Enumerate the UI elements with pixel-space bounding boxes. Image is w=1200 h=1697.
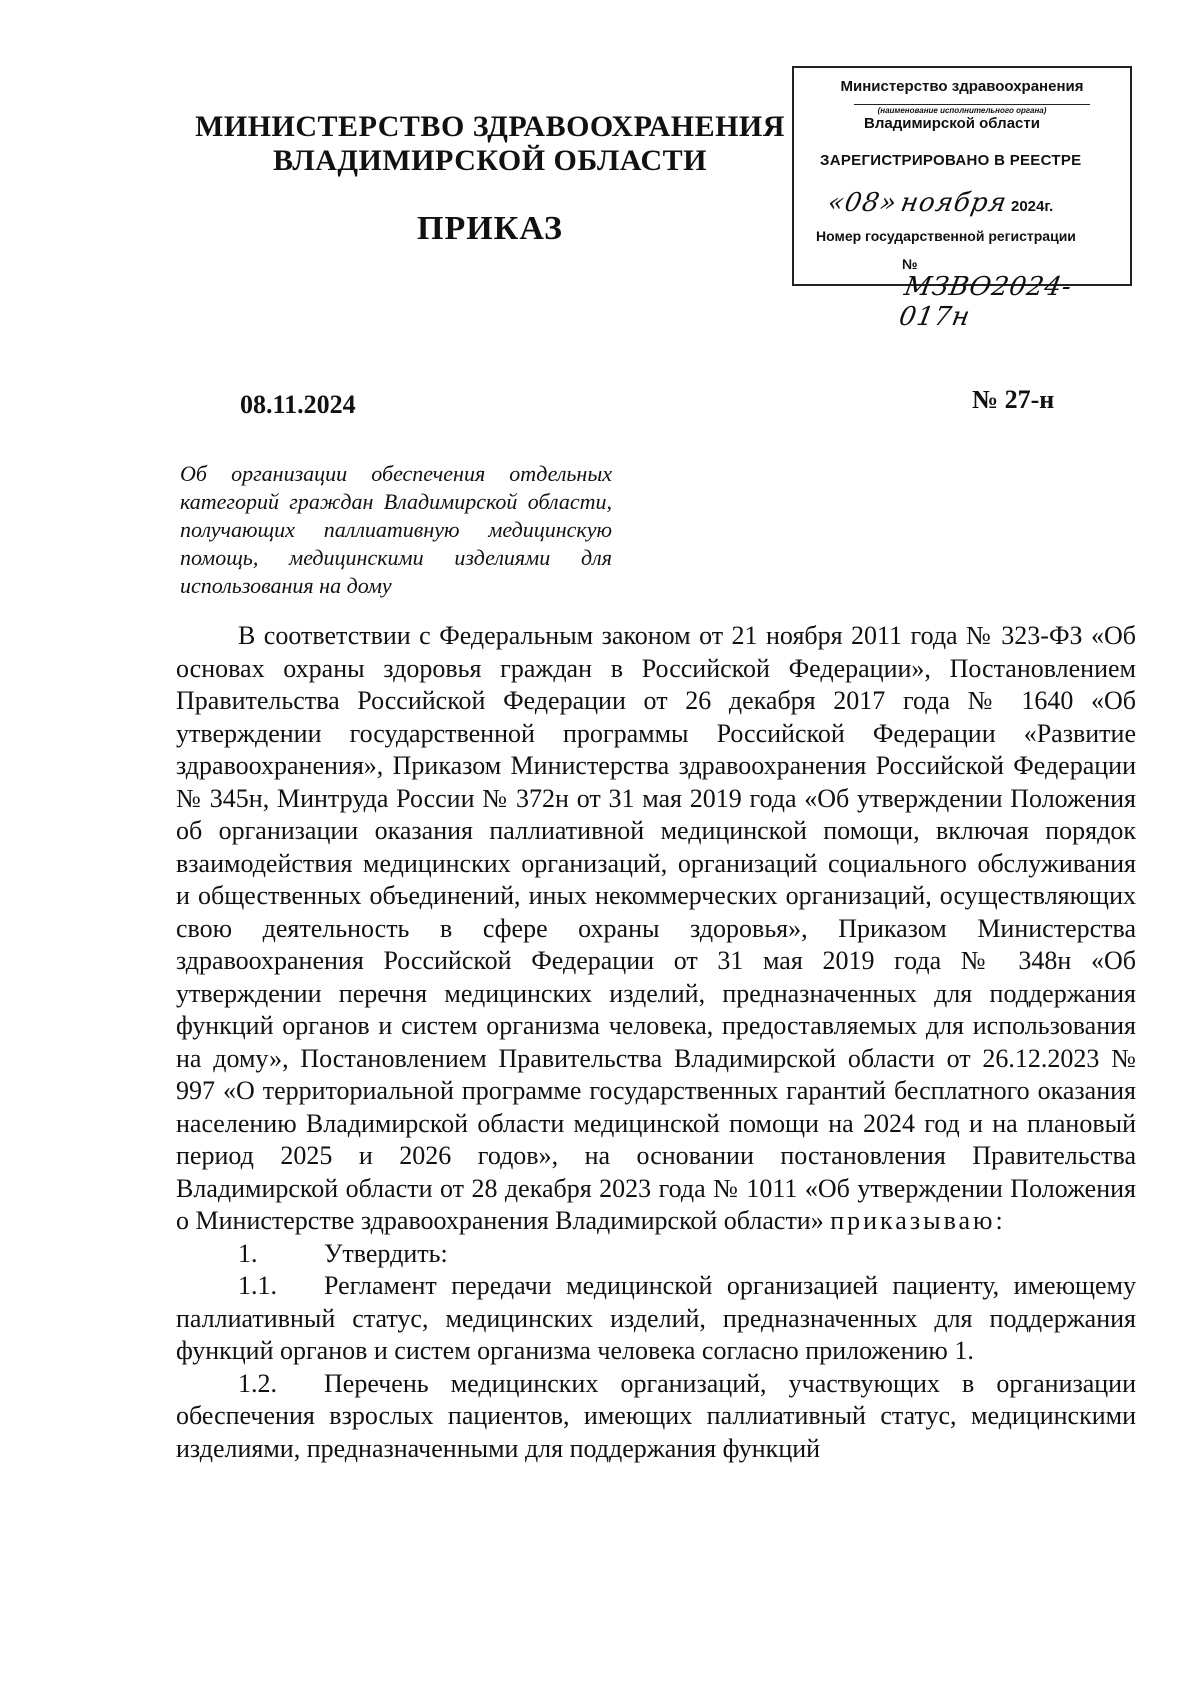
stamp-date-day: «08»	[825, 188, 900, 218]
stamp-underline	[854, 104, 1090, 105]
stamp-reg-prefix: №	[902, 256, 918, 272]
stamp-date-year: 2024г.	[1010, 198, 1054, 215]
document-subject: Об организации обеспечения отдельных категорий граждан Владимирской области, получающих паллиативную медицинскую помощь, медицинскими изделиями для использования на дому	[180, 461, 612, 598]
list-item	[176, 1368, 1136, 1466]
document-date: 08.11.2024	[240, 390, 356, 419]
preamble-paragraph	[176, 620, 1136, 1238]
ministry-title-line1: МИНИСТЕРСТВО ЗДРАВООХРАНЕНИЯ	[195, 110, 785, 143]
stamp-reg-number: МЗВО2024-017н	[896, 272, 1075, 332]
stamp-ministry-name: Министерство здравоохранения	[840, 78, 1084, 95]
list-item	[176, 1270, 1136, 1368]
registration-stamp	[792, 66, 1132, 332]
list-item	[176, 1238, 1136, 1271]
stamp-reg-number-row	[896, 256, 1130, 332]
item-text: Перечень медицинских организаций, участвующих в организации обеспечения взрослых пациентов, имеющих паллиативный статус, медицинскими изделиями, предназначенными для поддержания функций	[176, 1368, 1136, 1463]
ministry-title-line2: ВЛАДИМИРСКОЙ ОБЛАСТИ	[273, 144, 707, 177]
stamp-region-name: Владимирской области	[864, 115, 1040, 132]
stamp-registered-label: ЗАРЕГИСТРИРОВАНО В РЕЕСТРЕ	[820, 152, 1082, 169]
item-number: 1.2.	[238, 1368, 277, 1398]
stamp-caption: (наименование исполнительного органа)	[877, 106, 1047, 115]
stamp-date-month: ноября	[898, 188, 1010, 218]
order-word: приказываю:	[830, 1206, 1006, 1235]
document-body	[176, 620, 1136, 1465]
item-number: 1.1.	[238, 1271, 277, 1300]
document-number: № 27-н	[972, 385, 1055, 414]
preamble-text: В соответствии с Федеральным законом от 21 ноября 2011 года № 323-ФЗ «Об основах охраны здоровья граждан в Российской Федерации», Постановлением Правительства Российской Федерации от 26 декабря 2017 года № 1640 «Об утверждении государственной программы Российской Федерации «Развитие здравоохранения», Приказом Министерства здравоохранения Российской Федерации № 345н, Минтруда России № 372н от 31 мая 2019 года «Об утверждении Положения об организации оказания паллиативной медицинской помощи, включая порядок взаимодействия медицинских организаций, организаций социального обслуживания и общественных объединений, иных некоммерческих организаций, осуществляющих свою деятельность в сфере охраны здоровья», Приказом Министерства здравоохранения Российской Федерации от 31 мая 2019 года № 348н «Об утверждении перечня медицинских изделий, предназначенных для поддержания функций органов и систем организма человека, предоставляемых для использования на дому», Постановлением Правительства Владимирской области от 26.12.2023 № 997 «О территориальной программе государственных гарантий бесплатного оказания населению Владимирской области медицинской помощи на 2024 год и на плановый период 2025 и 2026 годов», на основании постановления Правительства Владимирской области от 28 декабря 2023 года № 1011 «Об утверждении Положения о Министерстве здравоохранения Владимирской области»	[176, 621, 1136, 1235]
item-text: Утвердить:	[324, 1238, 448, 1268]
document-type-title: ПРИКАЗ	[417, 210, 563, 247]
item-number: 1.	[238, 1238, 258, 1268]
item-text: Регламент передачи медицинской организацией пациенту, имеющему паллиативный статус, медицинских изделий, предназначенных для поддержания функций органов и систем организма человека согласно приложению 1.	[176, 1271, 1136, 1365]
stamp-date-row	[825, 188, 1054, 218]
stamp-reg-number-label: Номер государственной регистрации	[816, 228, 1076, 244]
